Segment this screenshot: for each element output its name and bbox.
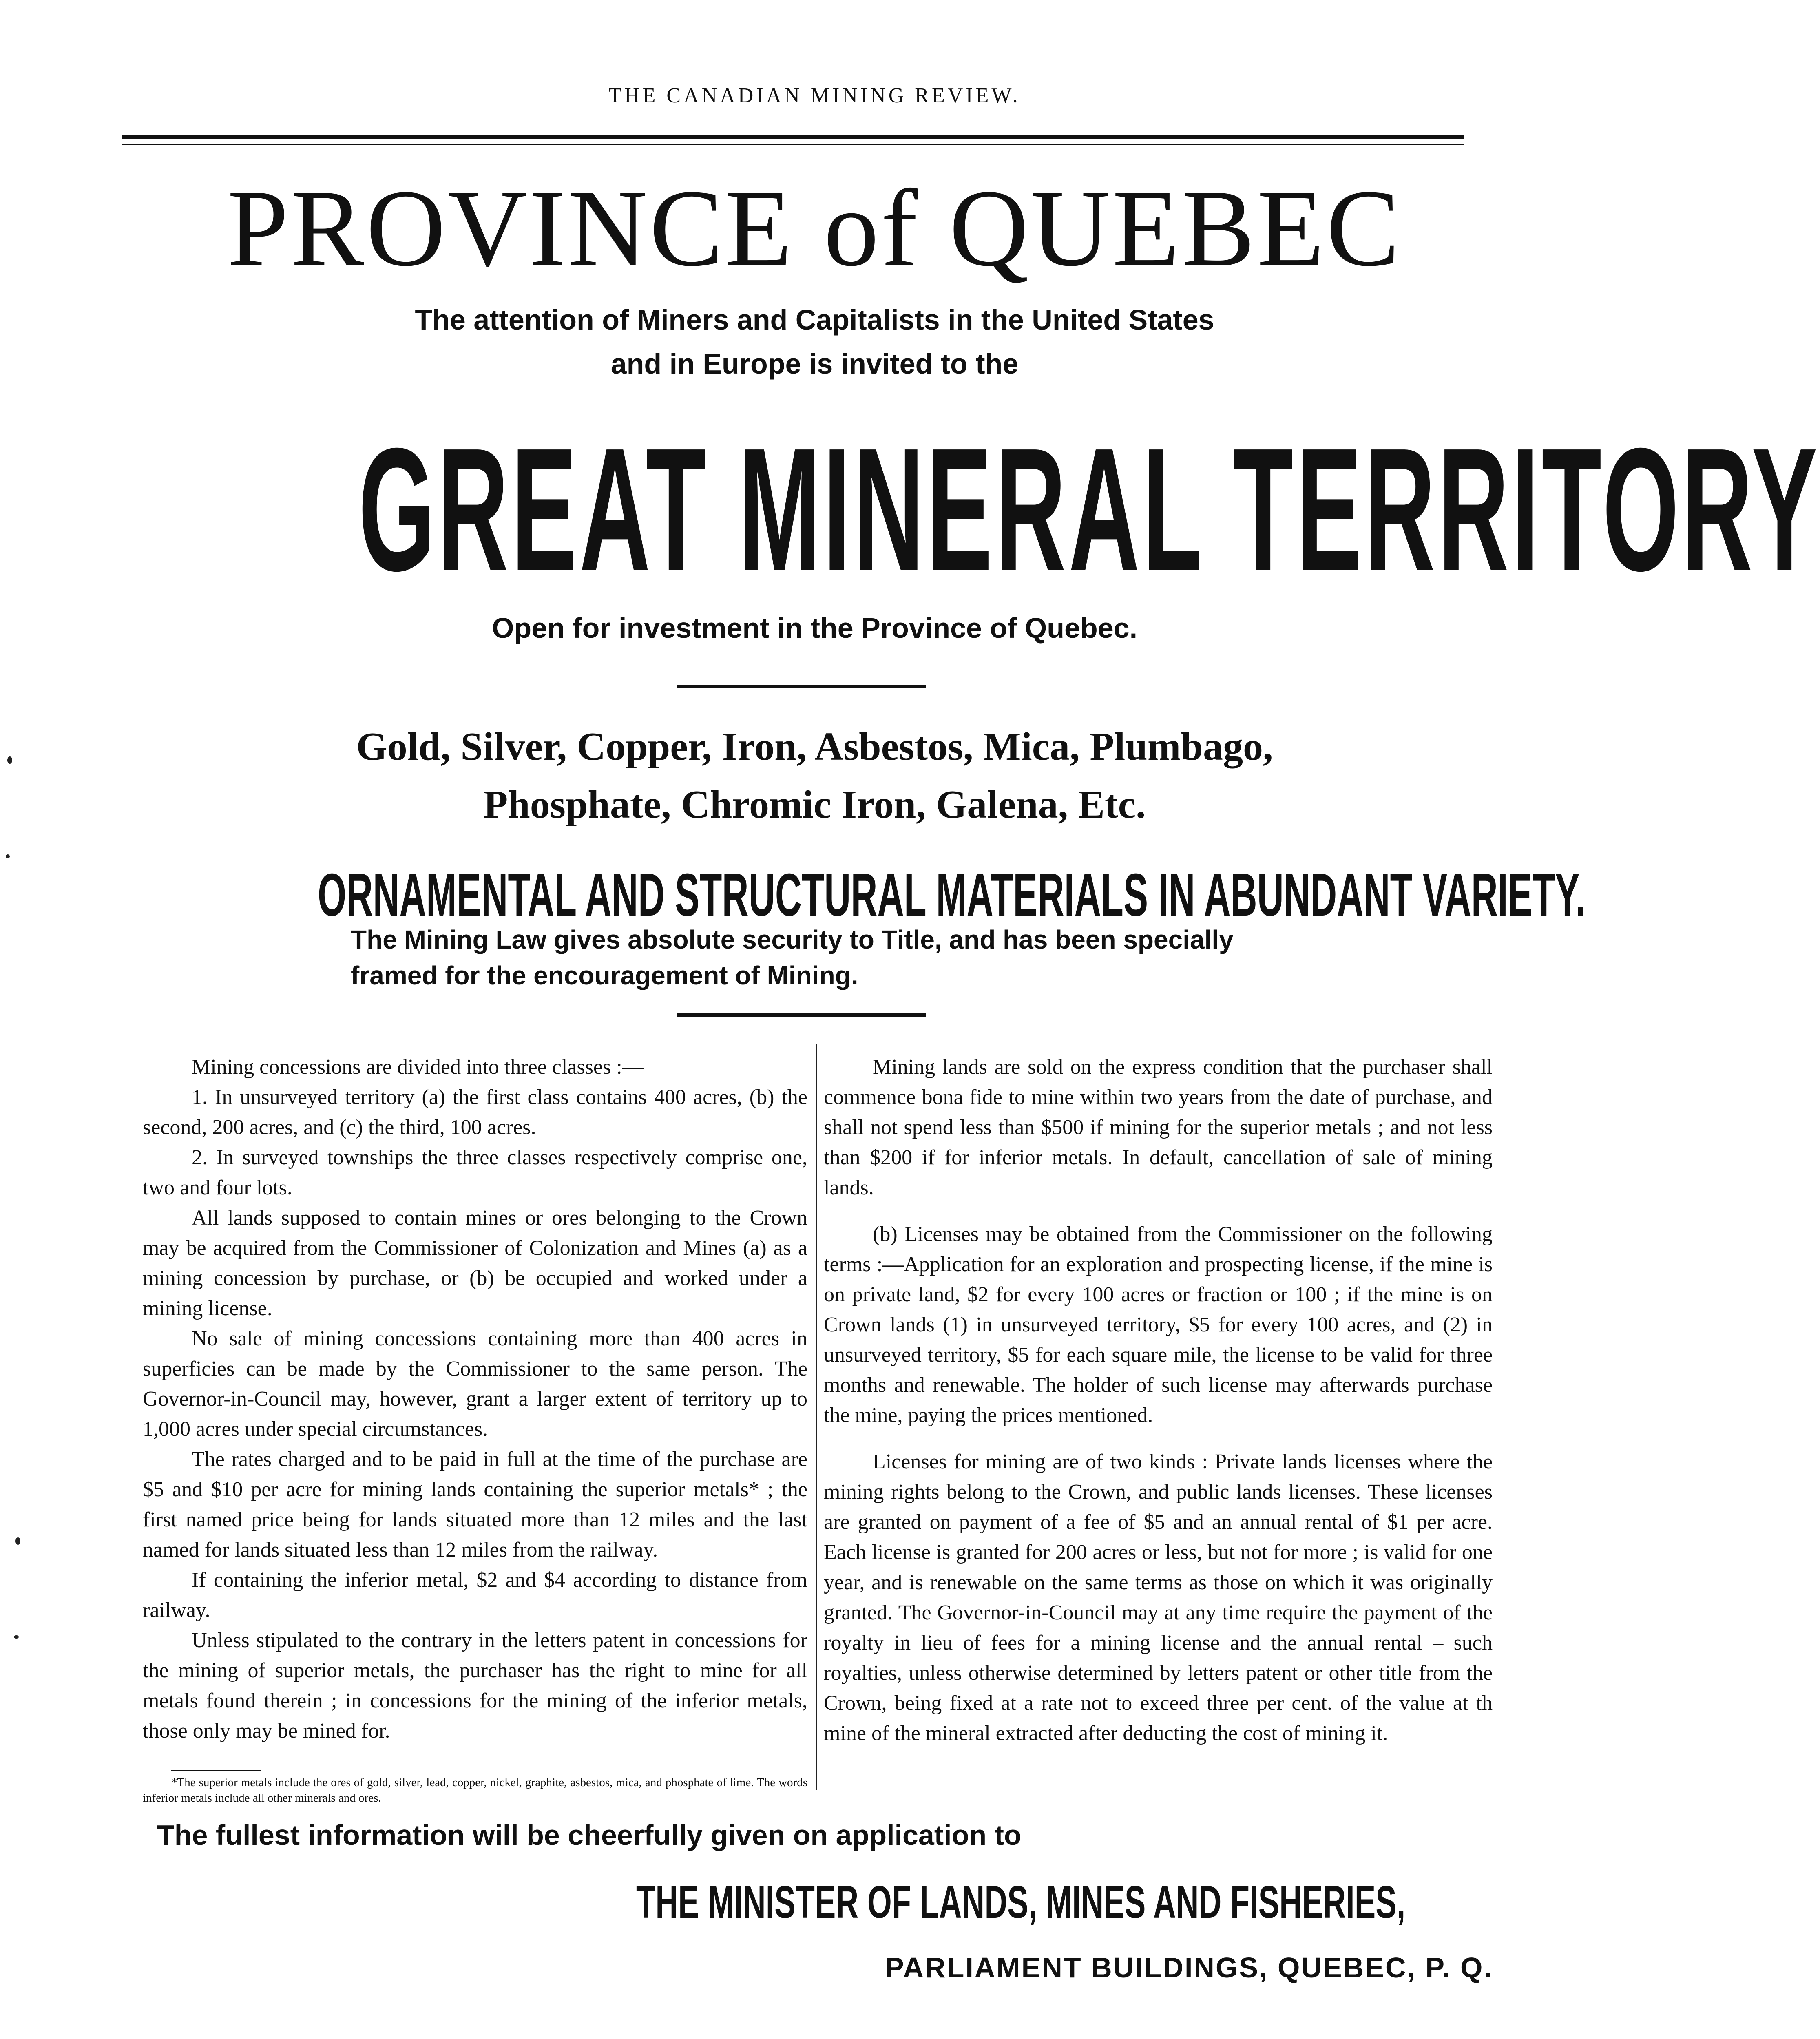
left-paragraph: The rates charged and to be paid in full at the time of the purchase are $5 and $10 per acre for mining lands containing the superior metals* ; the first named price being for lands situated more than 12 miles and the last named for lands situated less than 12 miles from the railway. xyxy=(143,1448,807,1561)
left-paragraph: Unless stipulated to the contrary in the letters patent in concessions for the mining of superior metals, the purchaser has the right to mine for all metals found therein ; in concessions for the mining of the inferior metals, those only may be mined for. xyxy=(143,1629,807,1743)
information-line: The fullest information will be cheerfully given on application to xyxy=(157,1819,1022,1851)
address-line: PARLIAMENT BUILDINGS, QUEBEC, P. Q. xyxy=(885,1952,1493,1984)
left-paragraph: All lands supposed to contain mines or ores belonging to the Crown may be acquired from the Commissioner of Colonization and Mines (a) as a mining concession by purchase, or (b) be occupied and worked under a mining license. xyxy=(143,1206,807,1320)
minerals-line-2: Phosphate, Chromic Iron, Galena, Etc. xyxy=(483,783,1146,827)
left-paragraph: Mining concessions are divided into three classes :— xyxy=(192,1055,644,1079)
left-paragraph: No sale of mining concessions containing more than 400 acres in superficies can be made by the Commissioner to the same person. The Governor-in-Council may, however, grant a larger extent of territory up to 1,000 acres under special circumstances. xyxy=(143,1327,807,1441)
header-rule-thin xyxy=(122,144,1464,145)
left-paragraph: 2. In surveyed townships the three classes respectively comprise one, two and four lots. xyxy=(143,1146,807,1199)
header-rule-thick xyxy=(122,135,1464,139)
footnote: *The superior metals include the ores of gold, silver, lead, copper, nickel, graphite, asbestos, mica, and phosphate of lime. The words inferior metals include all other minerals and ores. xyxy=(143,1776,807,1805)
left-paragraph: 1. In unsurveyed territory (a) the first class contains 400 acres, (b) the second, 200 acres, and (c) the third, 100 acres. xyxy=(143,1086,807,1139)
open-for-investment-line: Open for investment in the Province of Quebec. xyxy=(491,612,1138,644)
attention-line-1: The attention of Miners and Capitalists in the United States xyxy=(415,304,1214,336)
minerals-line-1: Gold, Silver, Copper, Iron, Asbestos, Mica, Plumbago, xyxy=(356,725,1273,769)
column-divider xyxy=(816,1044,817,1790)
section-rule xyxy=(677,1013,926,1017)
ornamental-heading: ORNAMENTAL AND STRUCTURAL MATERIALS IN ABUNDANT VARIETY. xyxy=(318,861,1586,929)
attention-text xyxy=(0,298,1629,386)
left-paragraph: If containing the inferior metal, $2 and $4 according to distance from railway. xyxy=(143,1568,807,1622)
minerals-list xyxy=(0,718,1629,834)
scan-speck xyxy=(15,1537,20,1545)
attention-line-2: and in Europe is invited to the xyxy=(610,348,1019,380)
scan-speck xyxy=(7,756,12,764)
right-paragraph: Mining lands are sold on the express condition that the purchaser shall commence bona fide to mine within two years from the date of purchase, and shall not spend less than $500 if mining for the superior metals ; and not less than $200 if for inferior metals. In default, cancellation of sale of mining lands. xyxy=(824,1055,1493,1199)
footnote-rule xyxy=(171,1770,261,1771)
right-paragraph: (b) Licenses may be obtained from the Commissioner on the following terms :—Application for an exploration and prospecting license, if the mine is on private land, $2 for every 100 acres or fraction or 100 ; if the mine is on Crown lands (1) in unsurveyed territory, $5 for every 100 acres, and (2) in unsurveyed territory, $5 for each square mile, the license to be valid for three months and renewable. The holder of such license may afterwards purchase the mine, paying the prices mentioned. xyxy=(824,1223,1493,1427)
left-column xyxy=(143,1052,807,1746)
section-rule xyxy=(677,685,926,688)
right-column xyxy=(824,1052,1493,1749)
right-paragraph: Licenses for mining are of two kinds : Private lands licenses where the mining rights belong to the Crown, and public lands licenses. These licenses are granted on payment of a fee of $5 and an annual rental of $1 per acre. Each license is granted for 200 acres or less, but not for more ; is valid for one year, and is renewable on the same terms as those on which it was originally granted. The Governor-in-Council may at any time require the payment of the royalty in lieu of fees for a mining license and the annual rental – such royalties, unless otherwise determined by letters patent or other title from the Crown, being fixed at a rate not to exceed three per cent. of the value at th mine of the mineral extracted after deducting the cost of mining it. xyxy=(824,1450,1493,1745)
main-title: PROVINCE of QUEBEC xyxy=(227,167,1402,289)
minister-line: THE MINISTER OF LANDS, MINES AND FISHERIES, xyxy=(636,1877,1406,1928)
running-head: THE CANADIAN MINING REVIEW. xyxy=(608,84,1021,107)
scan-speck xyxy=(6,854,10,858)
mining-law-statement: The Mining Law gives absolute security to Title, and has been specially framed for the encouragement of Mining. xyxy=(351,925,1234,990)
scan-speck xyxy=(14,1635,19,1639)
great-mineral-territory-title: GREAT MINERAL TERRITORY xyxy=(358,412,1820,608)
